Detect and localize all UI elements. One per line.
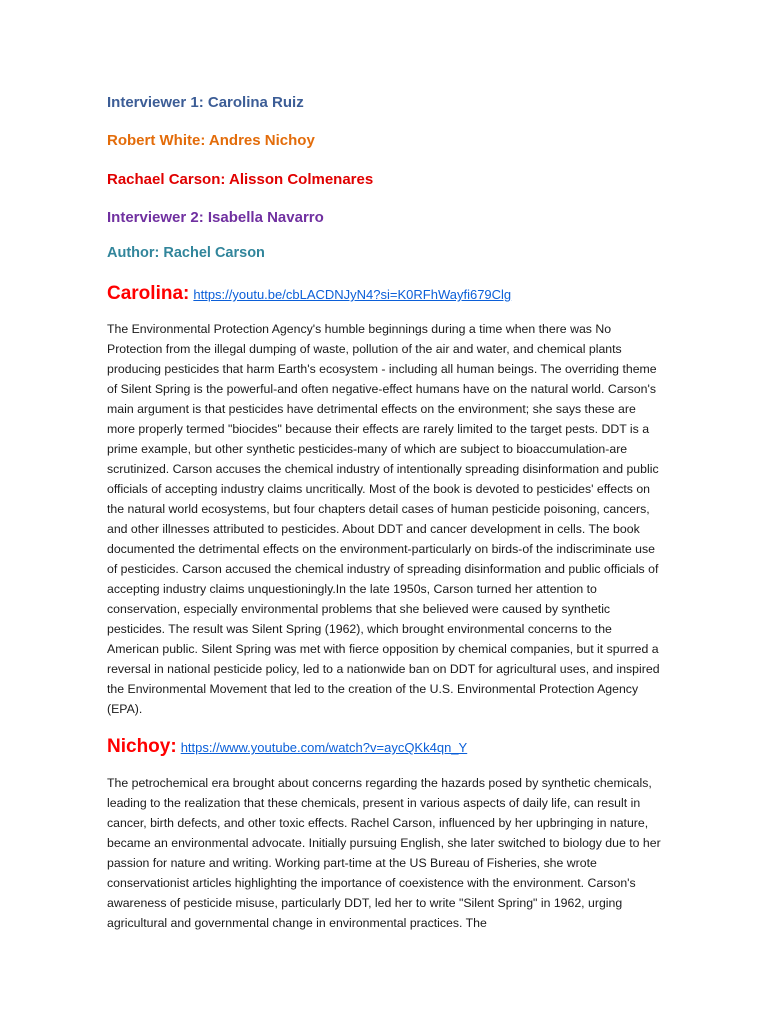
section-body-carolina: The Environmental Protection Agency's humble beginnings during a time when there was No Protection from the illegal dumping of waste, pollution of the air and water, and chemical plants producing pesticides that harm Earth's ecosystem - including all human beings. The overriding theme of Silent Spring is the powerful-and often negative-effect humans have on the natural world. Carson's main argument is that pesticides have detrimental effects on the environment; she says these are more properly termed "biocides" because their effects are rarely limited to the target pests. DDT is a prime example, but other synthetic pesticides-many of which are subject to bioaccumulation-are scrutinized. Carson accuses the chemical industry of intentionally spreading disinformation and public officials of accepting industry claims uncritically. Most of the book is devoted to pesticides' effects on the natural world ecosystems, but four chapters detail cases of human pesticide poisoning, cancers, and other illnesses attributed to pesticides. About DDT and cancer development in cells. The book documented the detrimental effects on the environment-particularly on birds-of the indiscriminate use of pesticides. Carson accused the chemical industry of spreading disinformation and public officials of accepting industry claims unquestioningly.In the late 1950s, Carson turned her attention to conservation, especially environmental problems that she believed were caused by synthetic pesticides. The result was Silent Spring (1962), which brought environmental concerns to the American public. Silent Spring was met with fierce opposition by chemical companies, but it spurred a reversal in national pesticide policy, led to a nationwide ban on DDT for agricultural uses, and inspired the Environmental Movement that led to the creation of the U.S. Environmental Protection Agency (EPA). <box>107 322 660 716</box>
section-body-nichoy: The petrochemical era brought about concerns regarding the hazards posed by synthetic chemicals, leading to the realization that these chemicals, present in various aspects of daily life, can result in cancer, birth defects, and other toxic effects. Rachel Carson, influenced by her upbringing in nature, became an environmental advocate. Initially pursuing English, she later switched to biology due to her passion for nature and writing. Working part-time at the US Bureau of Fisheries, she wrote conservationist articles highlighting the importance of coexistence with the environment. Carson's awareness of pesticide misuse, particularly DDT, led her to write "Silent Spring" in 1962, urging agricultural and governmental change in environmental practices. The <box>107 776 661 930</box>
role-rachael-carson: Rachael Carson: Alisson Colmenares <box>107 171 374 188</box>
section-heading-nichoy <box>107 736 467 758</box>
role-author: Author: Rachel Carson <box>107 245 265 261</box>
section-heading-carolina <box>107 283 511 305</box>
video-link[interactable]: https://youtu.be/cbLACDNJyN4?si=K0RFhWayfi679Clg <box>193 287 512 302</box>
role-robert-white: Robert White: Andres Nichoy <box>107 132 315 149</box>
speaker-label: Carolina: <box>107 283 190 304</box>
role-interviewer-2: Interviewer 2: Isabella Navarro <box>107 209 324 226</box>
video-link[interactable]: https://www.youtube.com/watch?v=aycQKk4qn_Y <box>180 740 468 755</box>
speaker-label: Nichoy: <box>107 736 177 757</box>
role-interviewer-1: Interviewer 1: Carolina Ruiz <box>107 94 304 111</box>
